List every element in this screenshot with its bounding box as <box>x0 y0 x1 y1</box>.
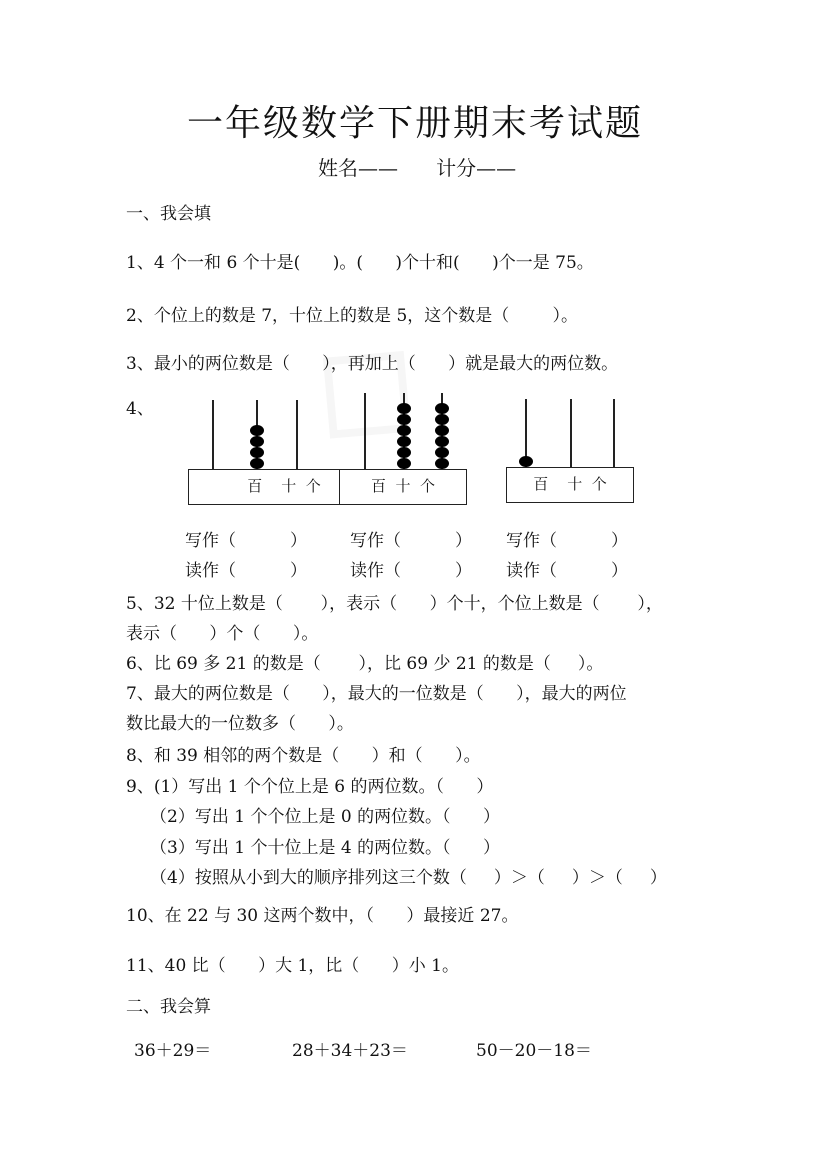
question-7-cont: 数比最大的一位数多（ ）。 <box>126 714 354 734</box>
abacus-bead <box>397 425 411 436</box>
abacus-rod <box>296 400 298 469</box>
abacus-rod <box>570 399 572 467</box>
question-8: 8、和 39 相邻的两个数是（ ）和（ ）。 <box>126 746 481 766</box>
question-6: 6、比 69 多 21 的数是（ ），比 69 少 21 的数是（ ）。 <box>126 654 604 674</box>
question-9: 9、(1）写出 1 个个位上是 6 的两位数。（ ） <box>126 777 494 797</box>
abacus-bead <box>397 403 411 414</box>
question-9-2: （2）写出 1 个个位上是 0 的两位数。（ ） <box>150 807 500 827</box>
question-2: 2、个位上的数是 7，十位上的数是 5，这个数是（ ）。 <box>126 306 578 326</box>
read-as-2: 读作（ ） <box>350 561 473 581</box>
abacus-bead <box>397 436 411 447</box>
abacus-rod <box>613 399 615 467</box>
calc-1: 36＋29＝ <box>134 1041 212 1061</box>
abacus-bead <box>397 414 411 425</box>
question-9-3: （3）写出 1 个十位上是 4 的两位数。（ ） <box>150 838 500 858</box>
question-3: 3、最小的两位数是（ ），再加上（ ）就是最大的两位数。 <box>126 354 619 374</box>
abacus-bead <box>435 458 449 469</box>
abacus-bead <box>435 403 449 414</box>
abacus-bead <box>250 458 264 469</box>
read-as-3: 读作（ ） <box>506 561 629 581</box>
question-7: 7、最大的两位数是（ ），最大的一位数是（ ），最大的两位 <box>126 684 627 704</box>
abacus-bead <box>435 447 449 458</box>
write-as-1: 写作（ ） <box>185 531 308 551</box>
write-as-3: 写作（ ） <box>506 531 629 551</box>
abacus-bead <box>435 414 449 425</box>
abacus-place-labels: 百 十 个 <box>339 469 467 505</box>
question-4: 4、 <box>126 399 154 419</box>
abacus-place-labels: 百 十 个 <box>188 469 380 505</box>
abacus-bead <box>519 456 533 467</box>
question-11: 11、40 比（ ）大 1，比（ ）小 1。 <box>126 956 459 976</box>
section-2-heading: 二、我会算 <box>126 997 211 1017</box>
question-5: 5、32 十位上数是（ ），表示（ ）个十，个位上数是（ ）， <box>126 594 663 614</box>
question-10: 10、在 22 与 30 这两个数中，（ ）最接近 27。 <box>126 906 519 926</box>
question-9-4: （4）按照从小到大的顺序排列这三个数（ ）＞（ ）＞（ ） <box>150 868 667 888</box>
abacus-bead <box>397 458 411 469</box>
calc-3: 50－20－18＝ <box>476 1041 592 1061</box>
calc-2: 28＋34＋23＝ <box>292 1041 408 1061</box>
abacus-bead <box>435 436 449 447</box>
abacus-bead <box>250 425 264 436</box>
name-score-line: 姓名—— 计分—— <box>318 156 517 180</box>
section-1-heading: 一、我会填 <box>126 204 211 224</box>
question-5-cont: 表示（ ）个（ ）。 <box>126 624 319 644</box>
abacus-bead <box>435 425 449 436</box>
page-title: 一年级数学下册期末考试题 <box>186 103 643 144</box>
abacus-bead <box>397 447 411 458</box>
write-as-2: 写作（ ） <box>350 531 473 551</box>
read-as-1: 读作（ ） <box>185 561 308 581</box>
abacus-bead <box>250 447 264 458</box>
abacus-bead <box>250 436 264 447</box>
abacus-rod <box>364 393 366 469</box>
abacus-rod <box>212 400 214 469</box>
question-1: 1、4 个一和 6 个十是( )。( )个十和( )个一是 75。 <box>126 253 594 273</box>
abacus-place-labels: 百 十 个 <box>506 467 634 503</box>
